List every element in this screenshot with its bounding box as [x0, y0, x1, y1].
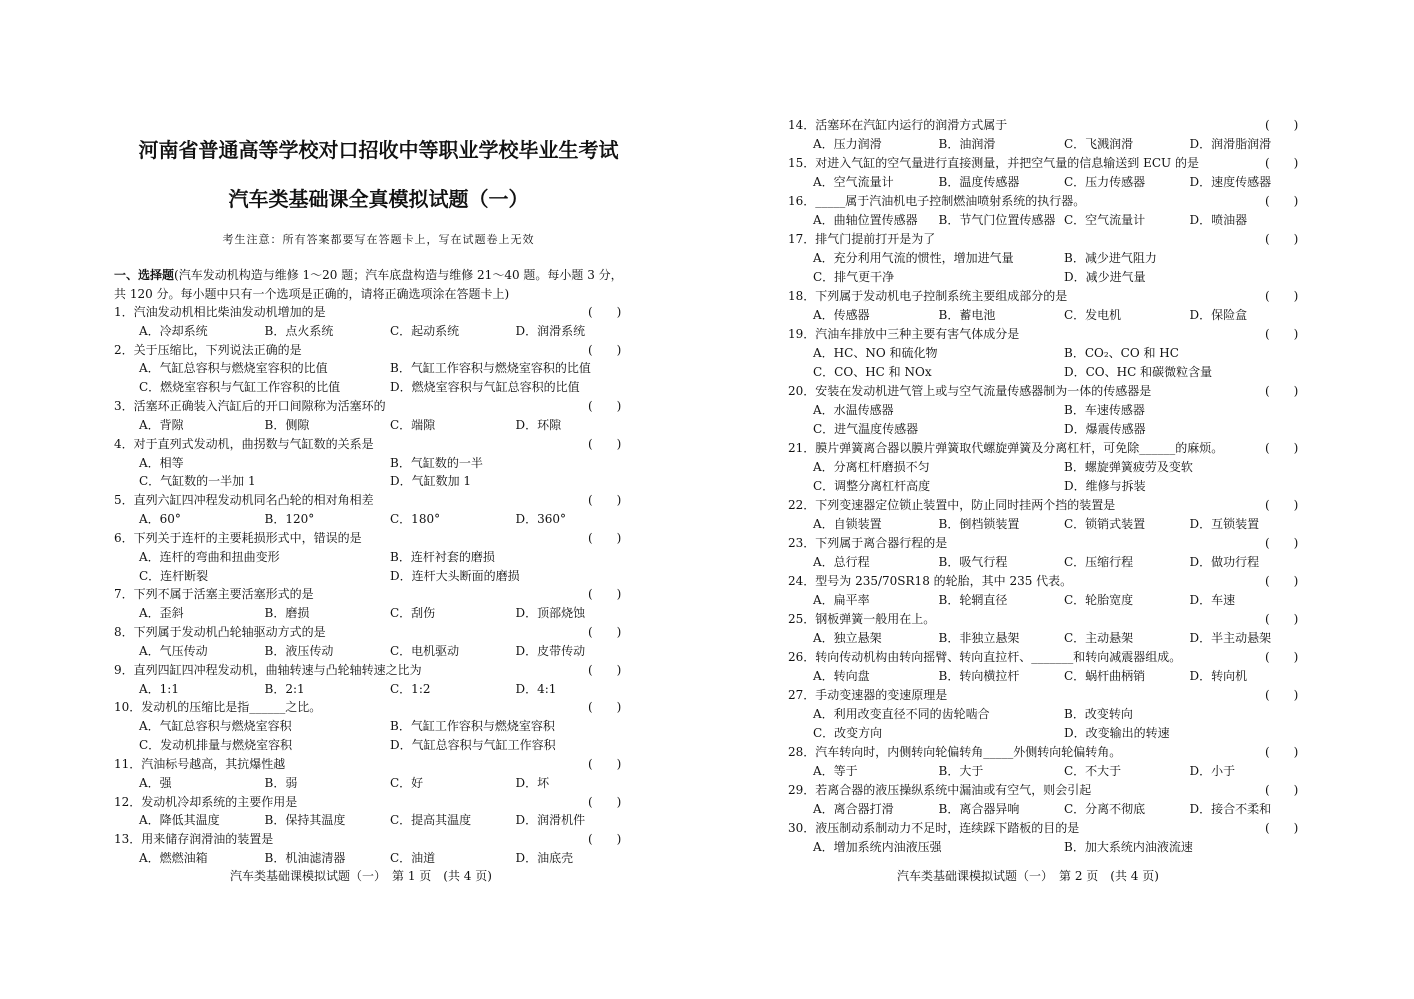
option-row: [813, 420, 1315, 439]
answer-option: A．歪斜: [139, 606, 184, 621]
option-row: [139, 567, 641, 586]
answer-option: D．CO、HC 和碳微粒含量: [1064, 365, 1213, 380]
option-row: [813, 838, 1315, 857]
answer-option: C．主动悬架: [1064, 631, 1134, 646]
answer-option: A．降低其温度: [139, 813, 220, 828]
option-row: [813, 458, 1315, 477]
answer-option: B．点火系统: [264, 323, 334, 338]
question-stem: 8．下列属于发动机凸轮轴驱动方式的是: [114, 625, 326, 640]
answer-option: B．加大系统内油液流速: [1064, 840, 1193, 855]
answer-option: C．压力传感器: [1064, 175, 1146, 190]
option-row: [813, 553, 1315, 572]
answer-option: C．连杆断裂: [139, 568, 209, 583]
answer-option: B．离合器异响: [938, 802, 1020, 817]
answer-option: A．相等: [139, 455, 184, 470]
answer-option: C．1:2: [390, 681, 431, 696]
question-stem: 4．对于直列式发动机，曲拐数与气缸数的关系是: [114, 436, 374, 451]
answer-parentheses: ( ): [1265, 821, 1299, 836]
question-line: [114, 830, 628, 849]
answer-parentheses: ( ): [1265, 574, 1299, 589]
answer-parentheses: ( ): [1265, 650, 1299, 665]
section-header: [114, 266, 639, 304]
answer-option: D．爆震传感器: [1064, 422, 1146, 437]
answer-parentheses: ( ): [588, 530, 622, 545]
option-row: [139, 416, 641, 435]
answer-option: A．1:1: [139, 681, 179, 696]
question-line: [788, 230, 1305, 249]
option-row: [139, 359, 641, 378]
answer-option: B．吸气行程: [938, 555, 1008, 570]
answer-option: C．起动系统: [390, 323, 460, 338]
question-stem: 30．液压制动系制动力不足时，连续踩下踏板的目的是: [788, 821, 1080, 836]
answer-option: C．电机驱动: [390, 643, 460, 658]
answer-option: D．速度传感器: [1189, 175, 1272, 190]
answer-option: C．不大于: [1064, 764, 1122, 779]
answer-option: C．燃烧室容积与气缸工作容积的比值: [139, 380, 341, 395]
question-line: [114, 529, 628, 548]
answer-option: C．180°: [390, 512, 441, 527]
question-line: [788, 116, 1305, 135]
section-header-line1: [114, 266, 639, 285]
answer-parentheses: ( ): [1265, 327, 1299, 342]
answer-option: D．坏: [515, 775, 550, 790]
question-stem: 16．_____属于汽油机电子控制燃油喷射系统的执行器。: [788, 194, 1086, 209]
answer-option: C．发电机: [1064, 308, 1122, 323]
answer-option: A．独立悬架: [813, 631, 882, 646]
answer-parentheses: ( ): [1265, 441, 1299, 456]
answer-option: A．分离杠杆磨损不匀: [813, 460, 930, 475]
answer-option: A．扁平率: [813, 593, 870, 608]
question-line: [788, 534, 1305, 553]
answer-option: A．强: [139, 775, 172, 790]
question-line: [114, 623, 628, 642]
answer-option: D．360°: [515, 512, 567, 527]
question-stem: 17．排气门提前打开是为了: [788, 232, 936, 247]
answer-parentheses: ( ): [588, 662, 622, 677]
answer-option: A．利用改变直径不同的齿轮啮合: [813, 707, 990, 722]
answer-option: B．保持其温度: [264, 813, 346, 828]
answer-option: B．气缸工作容积与燃烧室容积的比值: [390, 361, 591, 376]
question-stem: 2．关于压缩比，下列说法正确的是: [114, 342, 302, 357]
answer-option: C．蜗杆曲柄销: [1064, 669, 1146, 684]
answer-parentheses: ( ): [588, 399, 622, 414]
question-stem: 24．型号为 235/70SR18 的轮胎，其中 235 代表。: [788, 574, 1073, 589]
answer-parentheses: ( ): [1265, 688, 1299, 703]
question-stem: 19．汽油车排放中三种主要有害气体成分是: [788, 327, 1020, 342]
option-row: [139, 472, 641, 491]
answer-option: C．提高其温度: [390, 813, 472, 828]
answer-option: D．车速: [1189, 593, 1236, 608]
answer-option: A．冷却系统: [139, 323, 208, 338]
answer-option: D．4:1: [515, 681, 557, 696]
answer-option: B．蓄电池: [938, 308, 996, 323]
question-stem: 7．下列不属于活塞主要活塞形式的是: [114, 587, 314, 602]
answer-option: B．车速传感器: [1064, 403, 1145, 418]
option-row: [139, 322, 641, 341]
section-label: 一、选择题: [114, 268, 175, 282]
question-stem: 21．膜片弹簧离合器以膜片弹簧取代螺旋弹簧及分离杠杆，可免除______的麻烦。: [788, 441, 1224, 456]
answer-parentheses: ( ): [588, 493, 622, 508]
answer-option: D．减少进气量: [1064, 270, 1146, 285]
answer-option: D．转向机: [1189, 669, 1248, 684]
answer-option: D．互锁装置: [1189, 517, 1260, 532]
answer-option: D．油底壳: [515, 851, 574, 866]
answer-parentheses: ( ): [1265, 783, 1299, 798]
answer-option: D．环隙: [515, 417, 562, 432]
answer-option: D．润滑机件: [515, 813, 586, 828]
question-stem: 28．汽车转向时，内侧转向轮偏转角_____外侧转向轮偏转角。: [788, 745, 1122, 760]
answer-option: D．润滑系统: [515, 323, 586, 338]
answer-option: A．HC、NO 和硫化物: [813, 346, 938, 361]
option-row: [813, 800, 1315, 819]
answer-option: C．好: [390, 775, 424, 790]
question-stem: 23．下列属于离合器行程的是: [788, 536, 948, 551]
answer-option: D．半主动悬架: [1189, 631, 1272, 646]
answer-parentheses: ( ): [588, 436, 622, 451]
question-line: [114, 698, 628, 717]
answer-option: C．进气温度传感器: [813, 422, 919, 437]
question-stem: 25．钢板弹簧一般用在上。: [788, 612, 936, 627]
question-line: [788, 154, 1305, 173]
answer-parentheses: ( ): [1265, 536, 1299, 551]
answer-option: A．等于: [813, 764, 858, 779]
exam-page-2: [707, 0, 1414, 999]
answer-option: A．连杆的弯曲和扭曲变形: [139, 549, 280, 564]
question-line: [114, 341, 628, 360]
answer-option: C．端隙: [390, 417, 436, 432]
answer-option: A．背隙: [139, 417, 184, 432]
answer-option: D．气缸总容积与气缸工作容积: [390, 738, 556, 753]
answer-option: D．连杆大头断面的磨损: [390, 568, 520, 583]
question-stem: 1．汽油发动机相比柴油发动机增加的是: [114, 305, 326, 319]
answer-option: D．喷油器: [1189, 213, 1248, 228]
answer-option: A．增加系统内油液压强: [813, 840, 942, 855]
answer-option: B．弱: [264, 775, 298, 790]
answer-option: C．CO、HC 和 NOx: [813, 365, 932, 380]
question-line: [114, 303, 628, 322]
question-line: [788, 382, 1305, 401]
question-stem: 26．转向传动机构由转向摇臂、转向直拉杆、_______和转向减震器组成。: [788, 650, 1182, 665]
answer-option: B．连杆衬套的磨损: [390, 549, 495, 564]
option-row: [139, 680, 641, 699]
question-stem: 12．发动机冷却系统的主要作用是: [114, 794, 298, 809]
question-stem: 11．汽油标号越高，其抗爆性越: [114, 756, 286, 771]
section-desc-line1: (汽车发动机构造与维修 1～20 题；汽车底盘构造与维修 21～40 题。每小题 3 分，: [174, 268, 623, 282]
answer-option: A．曲轴位置传感器: [813, 213, 918, 228]
answer-option: C．改变方向: [813, 726, 883, 741]
answer-parentheses: ( ): [1265, 156, 1299, 171]
answer-option: C．轮胎宽度: [1064, 593, 1134, 608]
answer-parentheses: ( ): [1265, 232, 1299, 247]
answer-option: A．充分利用气流的惯性，增加进气量: [813, 251, 1014, 266]
option-row: [139, 811, 641, 830]
answer-option: B．液压传动: [264, 643, 334, 658]
question-line: [788, 819, 1305, 838]
option-row: [813, 477, 1315, 496]
option-row: [139, 774, 641, 793]
answer-option: D．皮带传动: [515, 643, 586, 658]
answer-option: B．轮辋直径: [938, 593, 1008, 608]
option-row: [139, 642, 641, 661]
option-row: [813, 515, 1315, 534]
option-row: [813, 363, 1315, 382]
answer-parentheses: ( ): [588, 342, 622, 357]
answer-option: C．气缸数的一半加 1: [139, 474, 256, 489]
option-row: [813, 173, 1315, 192]
question-line: [114, 755, 628, 774]
answer-option: C．飞溅润滑: [1064, 137, 1134, 151]
answer-option: D．燃烧室容积与气缸总容积的比值: [390, 380, 580, 395]
question-line: [788, 781, 1305, 800]
answer-option: B．改变转向: [1064, 707, 1133, 722]
question-stem: 20．安装在发动机进气管上或与空气流量传感器制为一体的传感器是: [788, 384, 1152, 399]
answer-option: B．气缸数的一半: [390, 455, 483, 470]
option-row: [813, 705, 1315, 724]
answer-option: D．保险盒: [1189, 308, 1248, 323]
answer-option: B．倒档锁装置: [938, 517, 1020, 532]
answer-option: B．减少进气阻力: [1064, 251, 1157, 266]
question-line: [788, 648, 1305, 667]
answer-parentheses: ( ): [588, 305, 622, 319]
answer-parentheses: ( ): [1265, 745, 1299, 760]
answer-option: A．转向盘: [813, 669, 870, 684]
page-footer-left: 汽车类基础课模拟试题（一） 第 1 页 (共 4 页): [230, 869, 492, 883]
question-line: [114, 435, 628, 454]
answer-option: D．顶部烧蚀: [515, 606, 586, 621]
answer-parentheses: ( ): [1265, 498, 1299, 513]
question-line: [788, 287, 1305, 306]
answer-option: B．CO₂、CO 和 HC: [1064, 346, 1179, 361]
question-line: [114, 661, 628, 680]
question-line: [788, 743, 1305, 762]
answer-option: B．磨损: [264, 606, 310, 621]
option-row: [813, 401, 1315, 420]
answer-option: D．小于: [1189, 764, 1236, 779]
question-stem: 13．用来储存润滑油的装置是: [114, 832, 274, 847]
question-line: [788, 610, 1305, 629]
answer-option: B．侧隙: [264, 417, 310, 432]
question-line: [788, 192, 1305, 211]
option-row: [813, 762, 1315, 781]
section-desc-line2: 共 120 分。每小题中只有一个选项是正确的，请将正确选项涂在答题卡上): [114, 287, 510, 301]
answer-option: A．空气流量计: [813, 175, 894, 190]
option-row: [139, 378, 641, 397]
answer-option: B．气缸工作容积与燃烧室容积: [390, 719, 555, 734]
question-stem: 14．活塞环在汽缸内运行的润滑方式属于: [788, 118, 1008, 132]
option-row: [813, 591, 1315, 610]
question-line: [788, 439, 1305, 458]
answer-option: D．接合不柔和: [1189, 802, 1272, 817]
option-row: [139, 454, 641, 473]
question-line: [114, 491, 628, 510]
question-line: [788, 325, 1305, 344]
question-line: [788, 572, 1305, 591]
question-line: [788, 686, 1305, 705]
question-stem: 15．对进入气缸的空气量进行直接测量，并把空气量的信息输送到 ECU 的是: [788, 156, 1199, 171]
option-row: [139, 849, 641, 868]
answer-option: C．刮伤: [390, 606, 436, 621]
answer-option: C．发动机排量与燃烧室容积: [139, 738, 293, 753]
answer-option: A．气缸总容积与燃烧室容积: [139, 719, 292, 734]
question-line: [788, 496, 1305, 515]
answer-option: A．水温传感器: [813, 403, 894, 418]
answer-option: C．调整分离杠杆高度: [813, 479, 931, 494]
answer-option: A．压力润滑: [813, 137, 882, 151]
answer-option: C．排气更干净: [813, 270, 895, 285]
exam-title-line2: 汽车类基础课全真模拟试题（一）: [228, 187, 529, 211]
option-row: [139, 604, 641, 623]
answer-parentheses: ( ): [588, 700, 622, 715]
answer-option: B．螺旋弹簧疲劳及变软: [1064, 460, 1193, 475]
answer-option: B．大于: [938, 764, 984, 779]
question-line: [114, 397, 628, 416]
answer-parentheses: ( ): [1265, 118, 1299, 132]
answer-option: C．压缩行程: [1064, 555, 1134, 570]
answer-parentheses: ( ): [1265, 194, 1299, 209]
option-row: [813, 249, 1315, 268]
question-stem: 5．直列六缸四冲程发动机同名凸轮的相对角相差: [114, 493, 374, 508]
answer-option: B．温度传感器: [938, 175, 1020, 190]
answer-option: B．非独立悬架: [938, 631, 1020, 646]
answer-parentheses: ( ): [588, 587, 622, 602]
answer-option: C．分离不彻底: [1064, 802, 1146, 817]
option-row: [139, 510, 641, 529]
answer-parentheses: ( ): [588, 794, 622, 809]
question-stem: 27．手动变速器的变速原理是: [788, 688, 948, 703]
option-row: [813, 629, 1315, 648]
answer-parentheses: ( ): [588, 832, 622, 847]
answer-option: D．维修与拆装: [1064, 479, 1146, 494]
question-stem: 29．若离合器的液压操纵系统中漏油或有空气，则会引起: [788, 783, 1092, 798]
answer-option: B．2:1: [264, 681, 305, 696]
page-footer-right: 汽车类基础课模拟试题（一） 第 2 页 (共 4 页): [897, 869, 1159, 883]
answer-option: A．气缸总容积与燃烧室容积的比值: [139, 361, 328, 376]
answer-option: D．气缸数加 1: [390, 474, 472, 489]
answer-option: A．离合器打滑: [813, 802, 894, 817]
answer-option: A．传感器: [813, 308, 870, 323]
answer-option: A．60°: [139, 512, 181, 527]
question-line: [114, 793, 628, 812]
answer-option: D．改变输出的转速: [1064, 726, 1170, 741]
option-row: [813, 724, 1315, 743]
answer-parentheses: ( ): [1265, 289, 1299, 304]
answer-option: B．机油滤清器: [264, 851, 346, 866]
question-stem: 6．下列关于连杆的主要耗损形式中，错误的是: [114, 530, 362, 545]
answer-option: C．空气流量计: [1064, 213, 1146, 228]
option-row: [139, 548, 641, 567]
question-stem: 18．下列属于发动机电子控制系统主要组成部分的是: [788, 289, 1068, 304]
question-stem: 10．发动机的压缩比是指______之比。: [114, 700, 322, 715]
answer-option: B．120°: [264, 512, 315, 527]
question-line: [114, 585, 628, 604]
option-row: [139, 736, 641, 755]
answer-option: D．润滑脂润滑: [1189, 137, 1272, 151]
question-stem: 9．直列四缸四冲程发动机，曲轴转速与凸轮轴转速之比为: [114, 662, 422, 677]
answer-option: A．自锁装置: [813, 517, 882, 532]
answer-option: D．做功行程: [1189, 555, 1260, 570]
option-row: [813, 135, 1315, 154]
answer-parentheses: ( ): [588, 756, 622, 771]
answer-parentheses: ( ): [1265, 384, 1299, 399]
option-row: [813, 344, 1315, 363]
option-row: [139, 717, 641, 736]
answer-option: C．锁销式装置: [1064, 517, 1146, 532]
option-row: [813, 211, 1315, 230]
answer-option: C．油道: [390, 851, 436, 866]
question-stem: 3．活塞环正确装入汽缸后的开口间隙称为活塞环的: [114, 399, 386, 414]
question-stem: 22．下列变速器定位锁止装置中，防止同时挂两个挡的装置是: [788, 498, 1116, 513]
option-row: [813, 306, 1315, 325]
answer-option: B．节气门位置传感器: [938, 213, 1056, 228]
answer-option: B．转向横拉杆: [938, 669, 1020, 684]
option-row: [813, 268, 1315, 287]
answer-option: A．总行程: [813, 555, 870, 570]
answer-parentheses: ( ): [588, 625, 622, 640]
option-row: [813, 667, 1315, 686]
exam-title-line1: 河南省普通高等学校对口招收中等职业学校毕业生考试: [138, 138, 619, 162]
answer-option: A．气压传动: [139, 643, 208, 658]
answer-option: A．燃燃油箱: [139, 851, 208, 866]
answer-parentheses: ( ): [1265, 612, 1299, 627]
exam-notice: 考生注意：所有答案都要写在答题卡上，写在试题卷上无效: [222, 233, 535, 246]
answer-option: B．油润滑: [938, 137, 996, 151]
